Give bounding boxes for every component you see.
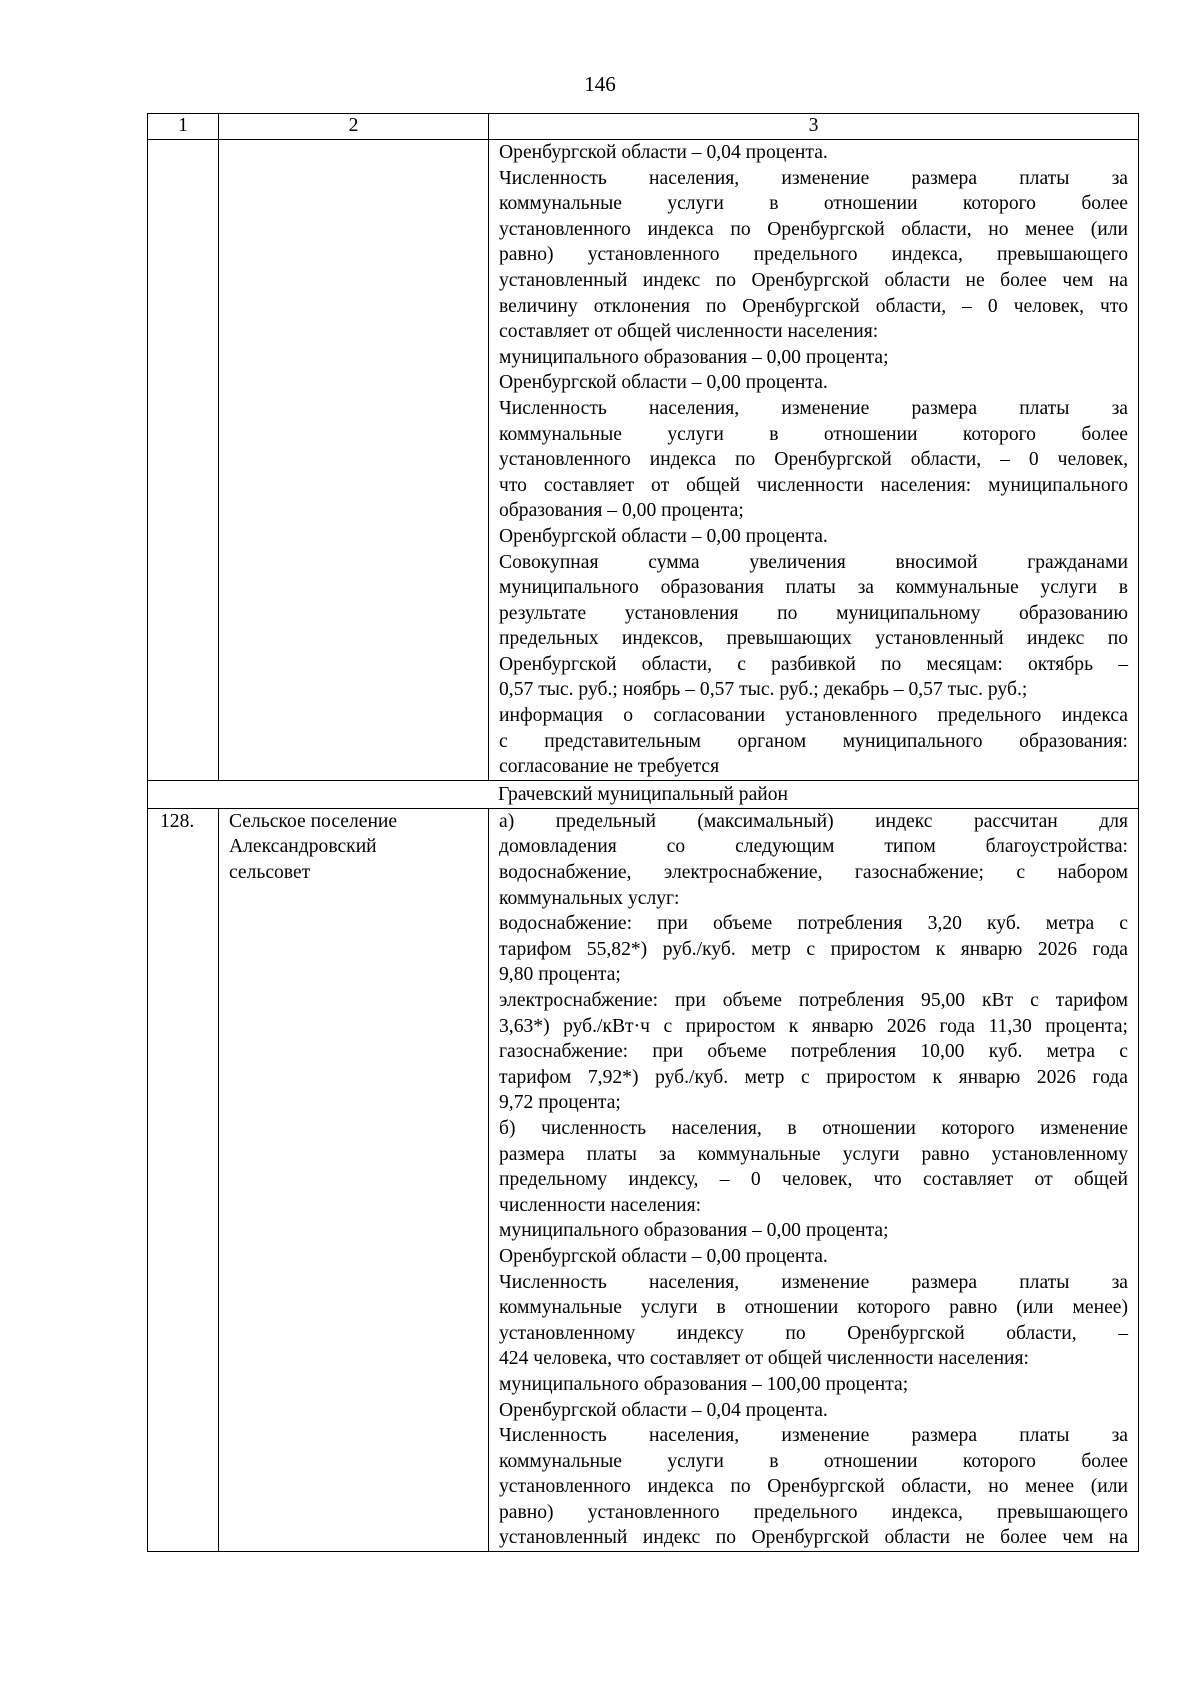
continued-description-cell (489, 140, 1139, 781)
text-line: муниципального образования платы за коммунальные услуги в (499, 577, 1128, 599)
text-line: Оренбургской области, с разбивкой по месяцам: октябрь – (499, 653, 1128, 675)
text-line: информация о согласовании установленного предельного индекса (499, 705, 1128, 727)
section-row (148, 780, 1139, 808)
settlement-name-line: сельсовет (229, 862, 311, 884)
text-line: численности населения: (499, 1194, 702, 1216)
text-line: Численность населения, изменение размера платы за (499, 167, 1128, 189)
text-line: величину отклонения по Оренбургской области, – 0 человек, что (499, 295, 1128, 317)
text-line: 0,57 тыс. руб.; ноябрь – 0,57 тыс. руб.; декабрь – 0,57 тыс. руб.; (499, 679, 1028, 701)
text-line: установленного индекса по Оренбургской области, но менее (или (499, 1476, 1128, 1498)
continued-name-cell (219, 140, 489, 781)
settlement-name-line: Александровский (229, 836, 377, 858)
text-line: Оренбургской области – 0,04 процента. (499, 142, 828, 163)
column-header-1: 1 (148, 114, 219, 140)
text-line: согласование не требуется (499, 756, 720, 778)
text-line: Оренбургской области – 0,04 процента. (499, 1399, 828, 1421)
text-line: предельному индексу, – 0 человек, что составляет от общей (499, 1169, 1128, 1191)
settlement-name-line: Сельское поселение (229, 810, 398, 832)
text-line: домовладения со следующим типом благоустройства: (499, 836, 1128, 858)
text-line: равно) установленного предельного индекса, превышающего (499, 244, 1128, 266)
text-line: Численность населения, изменение размера платы за (499, 1425, 1128, 1447)
table-header-row (148, 114, 1139, 140)
table-row-continued (148, 140, 1139, 781)
table-row (148, 808, 1139, 1551)
section-title: Грачевский муниципальный район (148, 780, 1139, 808)
data-table (147, 113, 1139, 1552)
text-line: размера платы за коммунальные услуги равно установленному (499, 1143, 1128, 1165)
text-line: коммунальных услуг: (499, 887, 680, 909)
text-line: равно) установленного предельного индекса, превышающего (499, 1501, 1128, 1523)
text-line: б) численность населения, в отношении которого изменение (499, 1117, 1128, 1139)
text-line: с представительным органом муниципального образования: (499, 730, 1128, 752)
description-text (499, 809, 1128, 1551)
text-line: составляет от общей численности населения: (499, 321, 879, 343)
text-line: Оренбургской области – 0,00 процента. (499, 525, 828, 547)
text-line: муниципального образования – 0,00 процента; (499, 1220, 889, 1242)
text-line: коммунальные услуги в отношении которого более (499, 193, 1128, 215)
text-line: установленному индексу по Оренбургской области, – (499, 1322, 1128, 1344)
text-line: образования – 0,00 процента; (499, 500, 744, 522)
continued-number-cell (148, 140, 219, 781)
text-line: установленный индекс по Оренбургской области не более чем на (499, 269, 1128, 291)
text-line: водоснабжение: при объеме потребления 3,20 куб. метра с (499, 913, 1128, 935)
continued-text (499, 140, 1128, 780)
text-line: муниципального образования – 100,00 процента; (499, 1373, 909, 1395)
text-line: установленного индекса по Оренбургской области, – 0 человек, (499, 449, 1128, 471)
text-line: Численность населения, изменение размера платы за (499, 1271, 1128, 1293)
text-line: Совокупная сумма увеличения вносимой гражданами (499, 551, 1128, 573)
text-line: предельных индексов, превышающих установленный индекс по (499, 628, 1128, 650)
column-header-2: 2 (219, 114, 489, 140)
text-line: коммунальные услуги в отношении которого равно (или менее) (499, 1297, 1128, 1319)
text-line: электроснабжение: при объеме потребления 95,00 кВт с тарифом (499, 990, 1128, 1011)
text-line: что составляет от общей численности населения: муниципального (499, 474, 1128, 496)
description-cell (489, 808, 1139, 1551)
text-line: 9,72 процента; (499, 1092, 621, 1114)
text-line: 3,63*) руб./кВт·ч с приростом к январю 2026 года 11,30 процента; (499, 1015, 1128, 1037)
column-header-3: 3 (489, 114, 1139, 140)
text-line: Оренбургской области – 0,00 процента. (499, 1245, 828, 1267)
text-line: водоснабжение, электроснабжение, газоснабжение; с набором (499, 862, 1128, 884)
text-line: газоснабжение: при объеме потребления 10,00 куб. метра с (499, 1041, 1128, 1063)
text-line: тарифом 55,82*) руб./куб. метр с приростом к январю 2026 года (499, 938, 1128, 960)
settlement-name-cell (219, 808, 489, 1551)
text-line: 9,80 процента; (499, 964, 621, 986)
text-line: 424 человека, что составляет от общей численности населения: (499, 1348, 1029, 1370)
text-line: тарифом 7,92*) руб./куб. метр с приростом к январю 2026 года (499, 1066, 1128, 1088)
text-line: установленный индекс по Оренбургской области не более чем на (499, 1527, 1128, 1549)
text-line: коммунальные услуги в отношении которого более (499, 423, 1128, 445)
text-line: результате установления по муниципальному образованию (499, 602, 1128, 624)
page-number: 146 (584, 72, 616, 96)
text-line: Численность населения, изменение размера платы за (499, 397, 1128, 419)
text-line: а) предельный (максимальный) индекс рассчитан для (499, 810, 1128, 832)
text-line: установленного индекса по Оренбургской области, но менее (или (499, 218, 1128, 240)
text-line: муниципального образования – 0,00 процента; (499, 346, 889, 368)
text-line: коммунальные услуги в отношении которого более (499, 1450, 1128, 1472)
text-line: Оренбургской области – 0,00 процента. (499, 372, 828, 394)
row-number: 128. (148, 808, 219, 1551)
